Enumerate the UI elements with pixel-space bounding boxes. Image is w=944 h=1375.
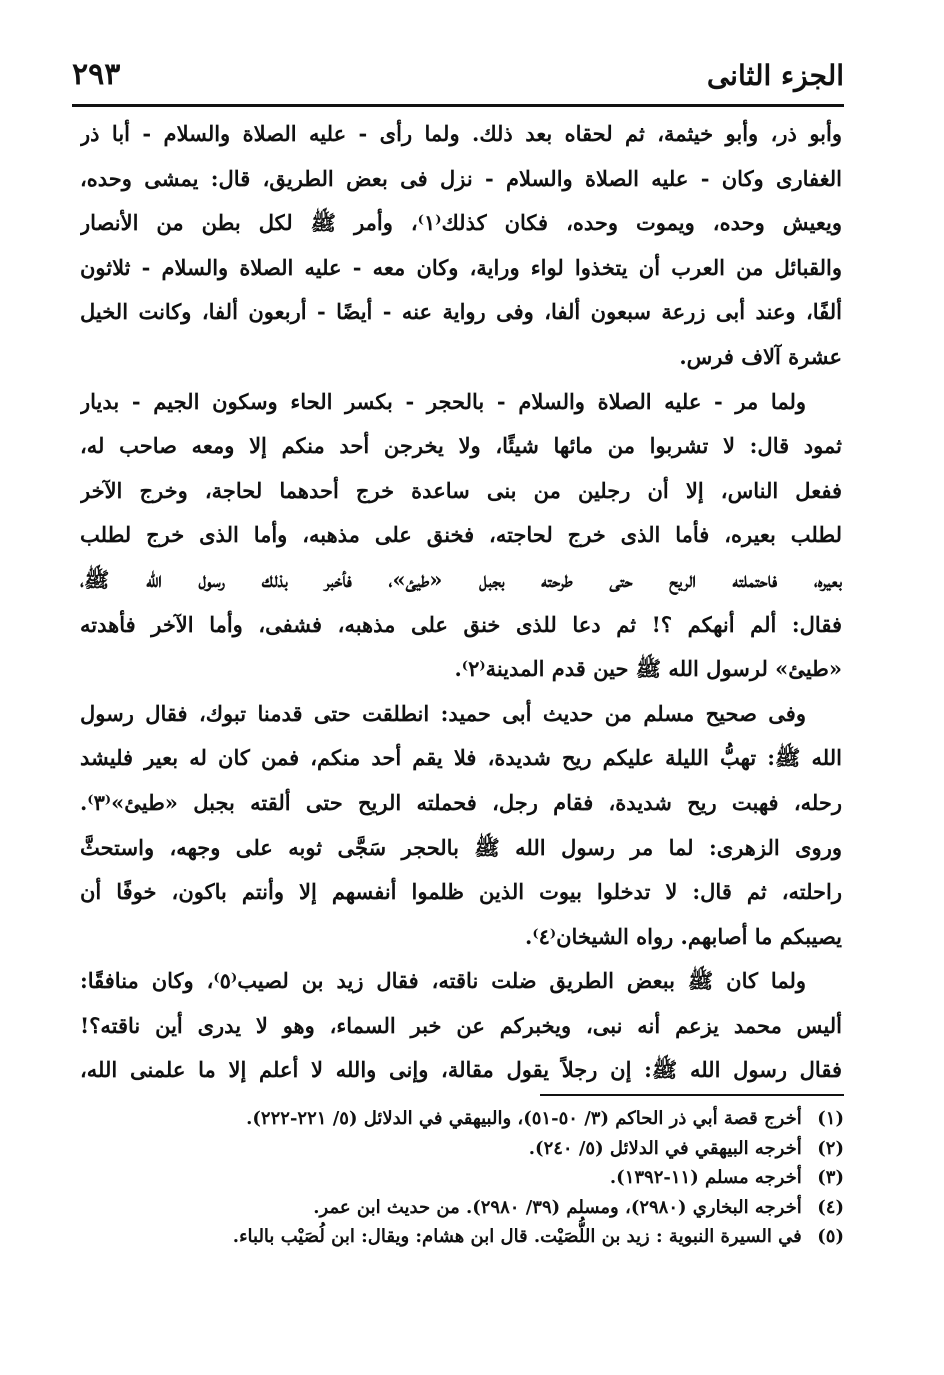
page-number: ٢٩٣ [72,57,121,92]
text-line: الله ﷺ: تهبُّ الليلة عليكم ريح شديدة، فلا يقم أحد منكم، فمن كان له بعير فليشد [80,745,842,771]
text-line: ولما مر - عليه الصلاة والسلام - بالحجر - بكسر الحاء وسكون الجيم - بديار [80,388,806,414]
footnote-text: في السيرة النبوية : زيد بن اللُّصَيْت. قال ابن هشام: ويقال: ابن لُصَيْب بالباء. [232,1226,802,1247]
text-line: راحلته، ثم قال: لا تدخلوا بيوت الذين ظلموا أنفسهم إلا وأنتم باكون، خوفًا أن [80,879,842,905]
page-header [72,55,844,103]
footnote-divider [540,1094,844,1096]
text-line: بعيره، فاحتملته الريح حتى طرحته بجبل «طيئ»، فأخبر بذلك رسول الله ﷺ، [80,566,842,592]
text-line: وأبو ذر، وأبو خيثمة، ثم لحقاه بعد ذلك. ولما رأى - عليه الصلاة والسلام - أبا ذر [80,121,842,146]
text-line: والقبائل من العرب أن يتخذوا لواء وراية، وكان معه - عليه الصلاة والسلام - ثلاثون [80,254,842,280]
footnote [150,1222,844,1252]
text-line: رحله، فهبت ريح شديدة، فقام رجل، فحملته الريح حتى ألقته بجبل «طيئ»⁽٣⁾. [80,789,842,815]
text-line: ويعيش وحده، ويموت وحده، فكان كذلك⁽١⁾، وأمر ﷺ لكل بطن من الأنصار [80,210,842,236]
text-line: فقال رسول الله ﷺ: إن رجلاً يقول مقالة، وإنى والله لا أعلم إلا ما علمنى الله، [80,1057,842,1083]
text-line: «طيئ» لرسول الله ﷺ حين قدم المدينة⁽٢⁾. [454,656,842,682]
footnote-text: أخرج قصة أبي ذر الحاكم (٣/ ٥٠-٥١)، والبيهقي في الدلائل (٥/ ٢٢١-٢٢٢). [246,1108,802,1129]
footnote [150,1163,844,1193]
footnote [150,1104,844,1134]
text-line: فقال: ألم أنهكم ؟! ثم دعا للذى خنق على مذهبه، فشفى، وأما الآخر فأهدته [80,611,842,637]
footnote-number: (٤) [817,1196,844,1218]
text-line: عشرة آلاف فرس. [679,343,842,369]
footnote-text: أخرجه البخاري (٢٩٨٠)، ومسلم (٣٩/ ٢٩٨٠). من حديث ابن عمر. [313,1196,802,1218]
footnote-number: (٢) [817,1137,844,1159]
section-title: الجزء الثانى [706,59,844,92]
footnote-number: (٣) [817,1167,844,1188]
footnotes [150,1104,844,1252]
text-line: ولما كان ﷺ ببعض الطريق ضلت ناقته، فقال زيد بن لصيب⁽٥⁾، وكان منافقًا: [80,968,806,994]
text-line: ففعل الناس، إلا أن رجلين من بنى ساعدة خرج أحدهما لحاجة، وخرج الآخر [80,477,842,503]
text-line: الغفارى وكان - عليه الصلاة والسلام - نزل فى بعض الطريق، قال: يمشى وحده، [80,165,842,191]
text-line: يصيبكم ما أصابهم. رواه الشيخان⁽٤⁾. [525,923,842,949]
footnote [150,1193,844,1223]
footnote-text: أخرجه مسلم (١١-١٣٩٢). [609,1167,802,1188]
text-line: أليس محمد يزعم أنه نبى، ويخبركم عن خبر السماء، وهو لا يدرى أين ناقته؟! [80,1012,842,1038]
text-line: وروى الزهرى: لما مر رسول الله ﷺ بالحجر سَجَّى ثوبه على وجهه، واستحثَّ [80,834,842,860]
text-line: ألفًا، وعند أبى زرعة سبعون ألفا، وفى رواية عنه - أيضًا - أربعون ألفا، وكانت الخيل [80,299,842,325]
footnote [150,1134,844,1164]
text-line: وفى صحيح مسلم من حديث أبى حميد: انطلقت حتى قدمنا تبوك، فقال رسول [80,700,806,726]
footnote-text: أخرجه البيهقي في الدلائل (٥/ ٢٤٠). [528,1137,802,1159]
footnote-number: (١) [817,1108,844,1129]
text-line: لطلب بعيره، فأما الذى خرج لحاجته، فخنق على مذهبه، وأما الذى خرج لطلب [80,522,842,548]
header-divider [72,104,844,107]
footnote-number: (٥) [817,1226,844,1247]
text-line: ثمود قال: لا تشربوا من مائها شيئًا، ولا يخرجن أحد منكم إلا ومعه صاحب له، [80,433,842,459]
main-text [80,112,842,1093]
